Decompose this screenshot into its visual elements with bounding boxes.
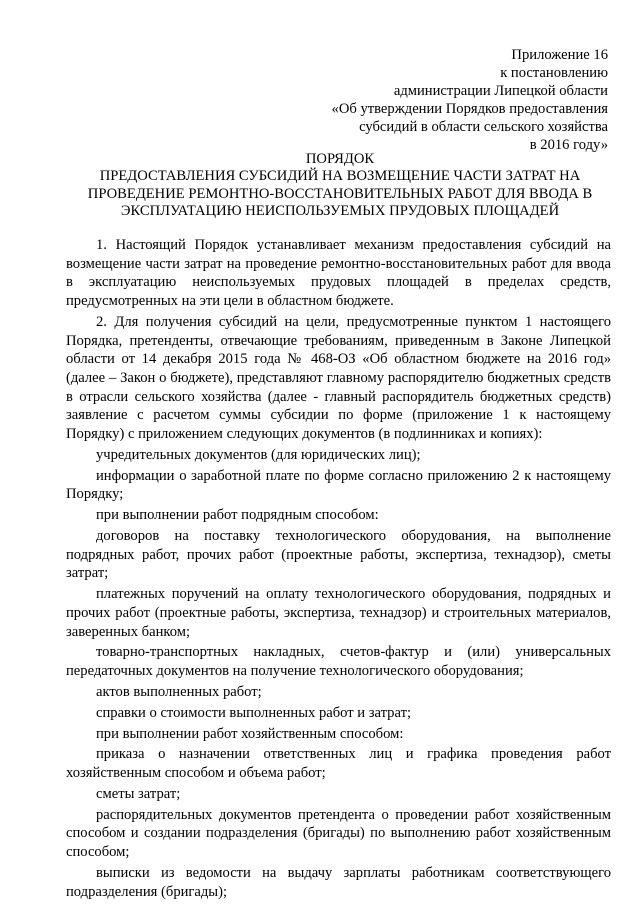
title-heading: ПОРЯДОК [305,151,375,167]
body-paragraph: информации о заработной плате по форме согласно приложению 2 к настоящему Порядку; [66,467,611,503]
body-paragraph: учредительных документов (для юридических лиц); [96,446,421,463]
body-paragraph: сметы затрат; [96,785,181,802]
appendix-line: «Об утверждении Порядков предоставления [331,101,608,117]
title-line: ЭКСПЛУАТАЦИЮ НЕИСПОЛЬЗУЕМЫХ ПРУДОВЫХ ПЛОЩАДЕЙ [120,203,560,220]
body-paragraph: распорядительных документов претендента о проведении работ хозяйственным способом и создании подразделения (бригады) по выполнению работ хозяйственным способом; [66,806,611,861]
body-paragraph: договоров на поставку технологического оборудования, на выполнение подрядных работ, прочих работ (проектные работы, экспертиза, технадзор), сметы затрат; [66,528,611,582]
body-paragraph: приказа о назначении ответственных лиц и графика проведения работ хозяйственным способом и объема работ; [66,746,611,782]
body-paragraph: выписки из ведомости на выдачу зарплаты работникам соответствующего подразделения (бригады); [66,864,611,900]
appendix-line: субсидий в области сельского хозяйства [359,119,608,135]
appendix-line: в 2016 году» [529,137,608,153]
body-paragraph: актов выполненных работ; [96,683,262,700]
appendix-line: администрации Липецкой области [393,83,608,99]
body-paragraph: справки о стоимости выполненных работ и затрат; [96,704,412,721]
body-paragraph: платежных поручений на оплату технологического оборудования, подрядных и прочих работ (проектные работы, экспертиза, технадзор) и строительных материалов, заверенных банком; [66,586,611,640]
body-paragraph: при выполнении работ подрядным способом: [96,507,379,524]
document-body [66,236,611,901]
body-paragraph: 2. Для получения субсидий на цели, предусмотренные пунктом 1 настоящего Порядка, претенденты, отвечающие требованиям, приведенным в Законе Липецкой области от 14 декабря 2015 года № 468-ОЗ «Об областном бюджете на 2016 год» (далее – Закон о бюджете), представляют главному распорядителю бюджетных средств в отрасли сельского хозяйства (далее - главный распорядитель бюджетных средств) заявление с расчетом суммы субсидии по форме (приложение 1 к настоящему Порядку) с приложением следующих документов (в подлинниках и копиях): [66,313,611,443]
body-paragraph: товарно-транспортных накладных, счетов-фактур и (или) универсальных передаточных документов на получение технологического оборудования; [66,644,611,680]
appendix-line: к постановлению [500,65,608,81]
title-line: ПРОВЕДЕНИЕ РЕМОНТНО-ВОССТАНОВИТЕЛЬНЫХ РАБОТ ДЛЯ ВВОДА В [87,185,593,202]
title-line: ПРЕДОСТАВЛЕНИЯ СУБСИДИЙ НА ВОЗМЕЩЕНИЕ ЧАСТИ ЗАТРАТ НА [99,168,581,185]
appendix-block [248,46,608,154]
body-paragraph: при выполнении работ хозяйственным способом: [96,725,404,742]
body-paragraph: 1. Настоящий Порядок устанавливает механизм предоставления субсидий на возмещение части затрат на проведение ремонтно-восстановительных работ для ввода в эксплуатацию неиспользуемых прудовых площадей в пределах средств, предусмотренных на эти цели в областном бюджете. [66,237,611,310]
appendix-line: Приложение 16 [511,47,608,63]
document-title [60,151,620,221]
